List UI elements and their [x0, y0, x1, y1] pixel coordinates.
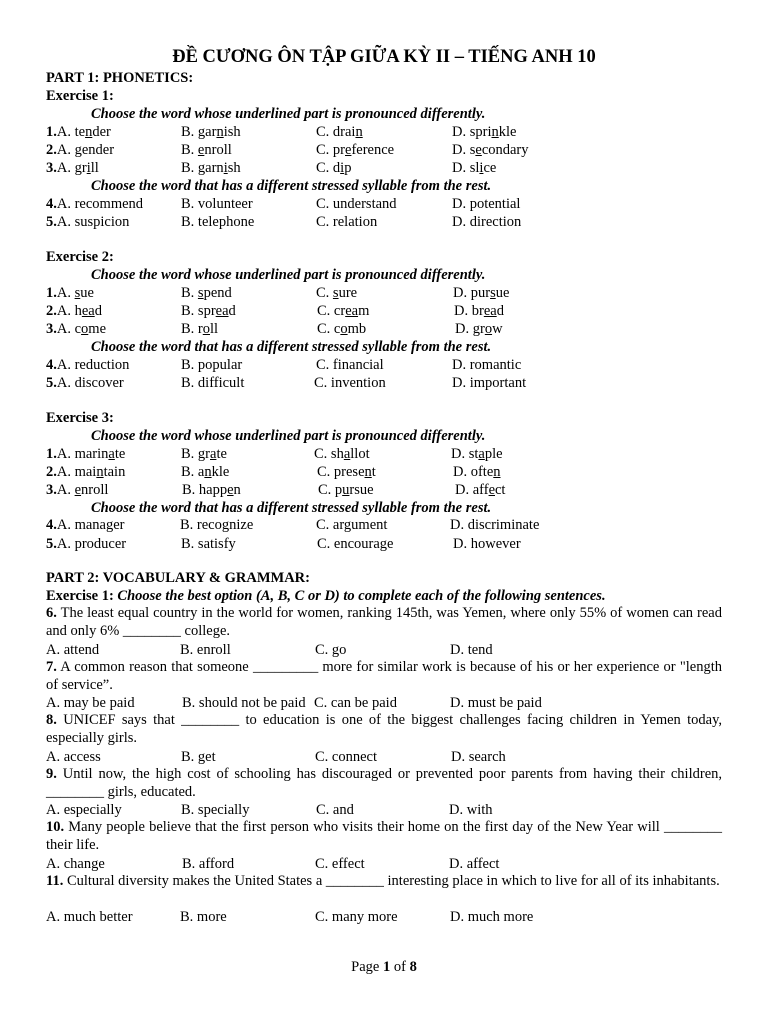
question-row — [46, 195, 143, 213]
question-text: Many people believe that the first person who visits their home on the first day of the New Year will ________ their life. — [46, 819, 722, 853]
option-a: A. producer — [56, 536, 127, 552]
exercise-3-instruction-stress: Choose the word that has a different stressed syllable from the rest. — [91, 500, 492, 516]
option-c: C. effect — [315, 856, 365, 872]
exercise-label: Exercise 1: — [46, 588, 114, 604]
option-c: C. understand — [316, 196, 397, 212]
option-a: A. discover — [56, 375, 124, 391]
option-a: A. may be paid — [46, 695, 135, 711]
option-b: B. get — [181, 749, 216, 765]
option-b: B. satisfy — [181, 536, 236, 552]
option-a: A. head — [56, 303, 102, 319]
option-b: B. enroll — [180, 642, 231, 658]
option-b: B. volunteer — [181, 196, 253, 212]
option-c: C. present — [317, 464, 376, 480]
option-a: A. change — [46, 856, 105, 872]
option-d: D. must be paid — [450, 695, 542, 711]
exercise-3-instruction-pronunciation: Choose the word whose underlined part is pronounced differently. — [91, 428, 486, 444]
question-row — [46, 123, 111, 141]
exercise-1-instruction-pronunciation: Choose the word whose underlined part is pronounced differently. — [91, 106, 486, 122]
question-8: 8. UNICEF says that ________ to education is one of the biggest challenges facing children in Yemen today, especially girls. — [46, 712, 723, 746]
question-10: 10. Many people believe that the first person who visits their home on the first day of the New Year will ________ their life. — [46, 819, 722, 853]
exercise-1-heading: Exercise 1: — [46, 88, 114, 104]
option-c: C. comb — [317, 321, 367, 337]
exercise-2-instruction-pronunciation: Choose the word whose underlined part is pronounced differently. — [91, 267, 486, 283]
option-d: D. affect — [455, 482, 506, 498]
page-total: 8 — [409, 959, 417, 975]
question-row — [46, 356, 129, 374]
option-d: D. with — [449, 802, 493, 818]
question-row — [46, 213, 129, 231]
option-a: A. access — [46, 749, 101, 765]
question-number: 4. — [46, 196, 57, 212]
question-row — [46, 159, 99, 177]
option-b: B. spread — [181, 303, 236, 319]
page-number: 1 — [382, 959, 391, 975]
option-d: D. secondary — [452, 142, 529, 158]
option-b: B. enroll — [181, 142, 232, 158]
option-c: C. financial — [316, 357, 384, 373]
exercise-instruction: Choose the best option (A, B, C or D) to complete each of the following sentences. — [117, 588, 606, 604]
option-c: C. cream — [317, 303, 370, 319]
question-number: 4. — [46, 357, 57, 373]
option-a: A. reduction — [56, 357, 130, 373]
option-b: B. telephone — [181, 214, 255, 230]
option-c: C. encourage — [317, 536, 394, 552]
option-c: C. preference — [316, 142, 395, 158]
option-d: D. search — [451, 749, 506, 765]
question-number: 1. — [46, 285, 57, 301]
question-number: 5. — [46, 536, 57, 552]
option-a: A. especially — [46, 802, 122, 818]
question-number: 3. — [46, 321, 57, 337]
option-c: C. invention — [314, 375, 386, 391]
option-a: A. much better — [46, 909, 133, 925]
question-7: 7. A common reason that someone _________ more for similar work is because of his or her experience or "length of service”. — [46, 659, 722, 693]
question-text: The least equal country in the world for women, ranking 145th, was Yemen, where only 55% of women can read and only 6% ________ college. — [46, 605, 722, 639]
part1-heading: PART 1: PHONETICS: — [46, 70, 194, 86]
option-b: B. more — [180, 909, 227, 925]
question-number: 2. — [46, 303, 57, 319]
question-text: Until now, the high cost of schooling has discouraged or prevented poor parents from having their children, ________ girls, educated. — [46, 766, 723, 800]
option-b: B. popular — [181, 357, 243, 373]
option-a: A. marinate — [56, 446, 126, 462]
option-b: B. happen — [182, 482, 241, 498]
option-c: C. dip — [316, 160, 352, 176]
question-row — [46, 141, 114, 159]
option-d: D. slice — [452, 160, 497, 176]
option-d: D. much more — [450, 909, 534, 925]
exercise-2-heading: Exercise 2: — [46, 249, 114, 265]
question-number: 1. — [46, 446, 57, 462]
option-d: D. affect — [449, 856, 500, 872]
option-a: A. tender — [56, 124, 111, 140]
option-b: B. roll — [181, 321, 219, 337]
option-a: A. grill — [56, 160, 99, 176]
option-d: D. direction — [452, 214, 522, 230]
option-a: A. suspicion — [56, 214, 130, 230]
question-number: 1. — [46, 124, 57, 140]
option-c: C. can be paid — [314, 695, 397, 711]
exercise-1-instruction-stress: Choose the word that has a different stressed syllable from the rest. — [91, 178, 492, 194]
option-c: C. pursue — [318, 482, 374, 498]
option-b: B. should not be paid — [182, 695, 306, 711]
option-a: A. maintain — [56, 464, 126, 480]
option-d: D. often — [453, 464, 501, 480]
question-row — [46, 463, 125, 481]
option-a: A. manager — [56, 517, 125, 533]
option-c: C. sure — [316, 285, 358, 301]
option-c: C. shallot — [314, 446, 370, 462]
question-row — [46, 535, 126, 553]
option-d: D. however — [453, 536, 521, 552]
question-row — [46, 445, 125, 463]
option-d: D. potential — [452, 196, 521, 212]
question-text: A common reason that someone _________ more for similar work is because of his or her experience or "length of service”. — [46, 659, 722, 693]
exercise-2-instruction-stress: Choose the word that has a different stressed syllable from the rest. — [91, 339, 492, 355]
option-d: D. staple — [451, 446, 503, 462]
question-number: 3. — [46, 160, 57, 176]
question-number: 3. — [46, 482, 57, 498]
question-6: 6. The least equal country in the world for women, ranking 145th, was Yemen, where only 55% of women can read and only 6% ________ college. — [46, 605, 722, 639]
page-footer: Page 1 of 8 — [351, 959, 417, 975]
option-d: D. discriminate — [450, 517, 540, 533]
part2-heading: PART 2: VOCABULARY & GRAMMAR: — [46, 570, 310, 586]
option-b: B. garnish — [181, 124, 241, 140]
question-number: 5. — [46, 214, 57, 230]
option-a: A. come — [56, 321, 107, 337]
question-text: UNICEF says that ________ to education is one of the biggest challenges facing children in Yemen today, especially girls. — [46, 712, 723, 746]
option-d: D. romantic — [452, 357, 522, 373]
option-b: B. specially — [181, 802, 250, 818]
option-d: D. important — [452, 375, 527, 391]
question-text: Cultural diversity makes the United States a ________ interesting place in which to live for all of its inhabitants. — [66, 873, 720, 889]
option-c: C. and — [316, 802, 354, 818]
option-c: C. many more — [315, 909, 398, 925]
option-b: B. difficult — [181, 375, 245, 391]
question-row — [46, 481, 108, 499]
question-row — [46, 320, 106, 338]
question-row — [46, 374, 124, 392]
option-d: D. grow — [455, 321, 503, 337]
option-b: B. garnish — [181, 160, 241, 176]
option-d: D. pursue — [453, 285, 510, 301]
option-a: A. sue — [56, 285, 94, 301]
option-d: D. tend — [450, 642, 493, 658]
part2-exercise-1-heading — [46, 587, 606, 605]
option-b: B. recognize — [180, 517, 254, 533]
question-row — [46, 516, 125, 534]
question-number: 2. — [46, 464, 57, 480]
option-c: C. argument — [316, 517, 388, 533]
option-a: A. enroll — [56, 482, 109, 498]
option-a: A. attend — [46, 642, 100, 658]
option-c: C. relation — [316, 214, 378, 230]
option-c: C. go — [315, 642, 347, 658]
question-9: 9. Until now, the high cost of schooling has discouraged or prevented poor parents from having their children, ________ girls, educated. — [46, 766, 723, 800]
option-b: B. grate — [181, 446, 227, 462]
question-11: 11. Cultural diversity makes the United States a ________ interesting place in which to live for all of its inhabitants. — [46, 873, 720, 889]
question-number: 2. — [46, 142, 57, 158]
option-c: C. drain — [316, 124, 363, 140]
option-b: B. afford — [182, 856, 235, 872]
option-d: D. bread — [454, 303, 504, 319]
option-a: A. recommend — [56, 196, 144, 212]
option-d: D. sprinkle — [452, 124, 517, 140]
exercise-3-heading: Exercise 3: — [46, 410, 114, 426]
question-row — [46, 302, 102, 320]
question-number: 5. — [46, 375, 57, 391]
question-number: 4. — [46, 517, 57, 533]
document-page — [46, 0, 722, 1024]
option-b: B. ankle — [181, 464, 230, 480]
option-c: C. connect — [315, 749, 378, 765]
question-row — [46, 284, 94, 302]
document-title: ĐỀ CƯƠNG ÔN TẬP GIỮA KỲ II – TIẾNG ANH 10 — [172, 47, 596, 67]
option-b: B. spend — [181, 285, 232, 301]
option-a: A. gender — [56, 142, 115, 158]
